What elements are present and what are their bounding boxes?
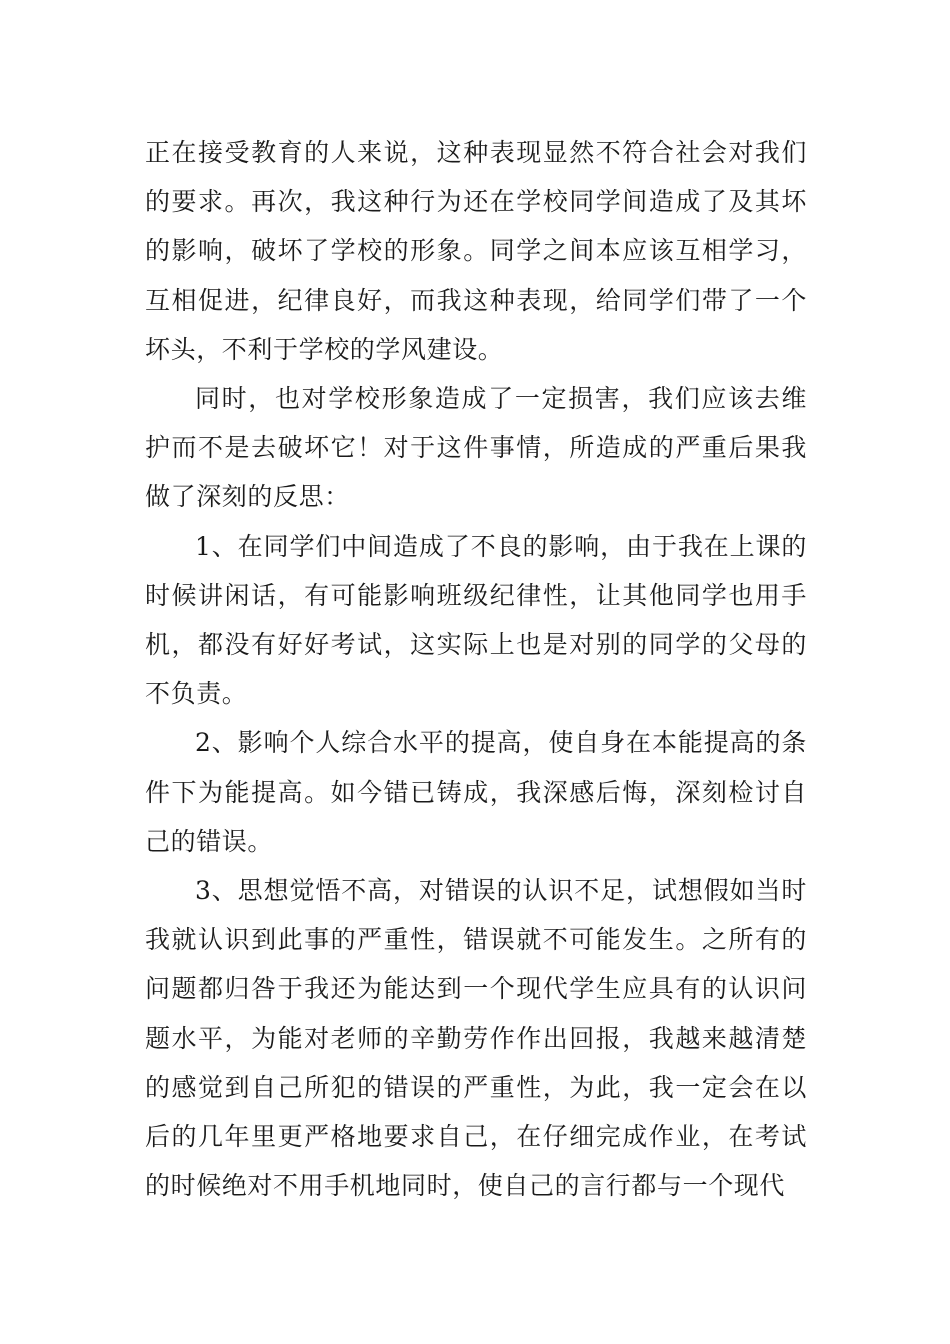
paragraph-reflection-intro: 同时，也对学校形象造成了一定损害，我们应该去维护而不是去破坏它！对于这件事情，所造成的严重后果我做了深刻的反思：: [145, 384, 807, 512]
document-body: [145, 128, 807, 1210]
paragraph-point-1: 1、在同学们中间造成了不良的影响，由于我在上课的时候讲闲话，有可能影响班级纪律性，让其他同学也用手机，都没有好好考试，这实际上也是对别的同学的父母的不负责。: [145, 531, 807, 709]
paragraph-continuation: 正在接受教育的人来说，这种表现显然不符合社会对我们的要求。再次，我这种行为还在学校同学间造成了及其坏的影响，破坏了学校的形象。同学之间本应该互相学习，互相促进，纪律良好，而我这种表现，给同学们带了一个坏头，不利于学校的学风建设。: [145, 138, 807, 364]
paragraph-point-3: 3、思想觉悟不高，对错误的认识不足，试想假如当时我就认识到此事的严重性，错误就不可能发生。之所有的问题都归咎于我还为能达到一个现代学生应具有的认识问题水平，为能对老师的辛勤劳作作出回报，我越来越清楚的感觉到自己所犯的错误的严重性，为此，我一定会在以后的几年里更严格地要求自己，在仔细完成作业，在考试的时候绝对不用手机地同时，使自己的言行都与一个现代: [145, 876, 807, 1201]
paragraph-point-2: 2、影响个人综合水平的提高，使自身在本能提高的条件下为能提高。如今错已铸成，我深感后悔，深刻检讨自己的错误。: [145, 728, 807, 856]
